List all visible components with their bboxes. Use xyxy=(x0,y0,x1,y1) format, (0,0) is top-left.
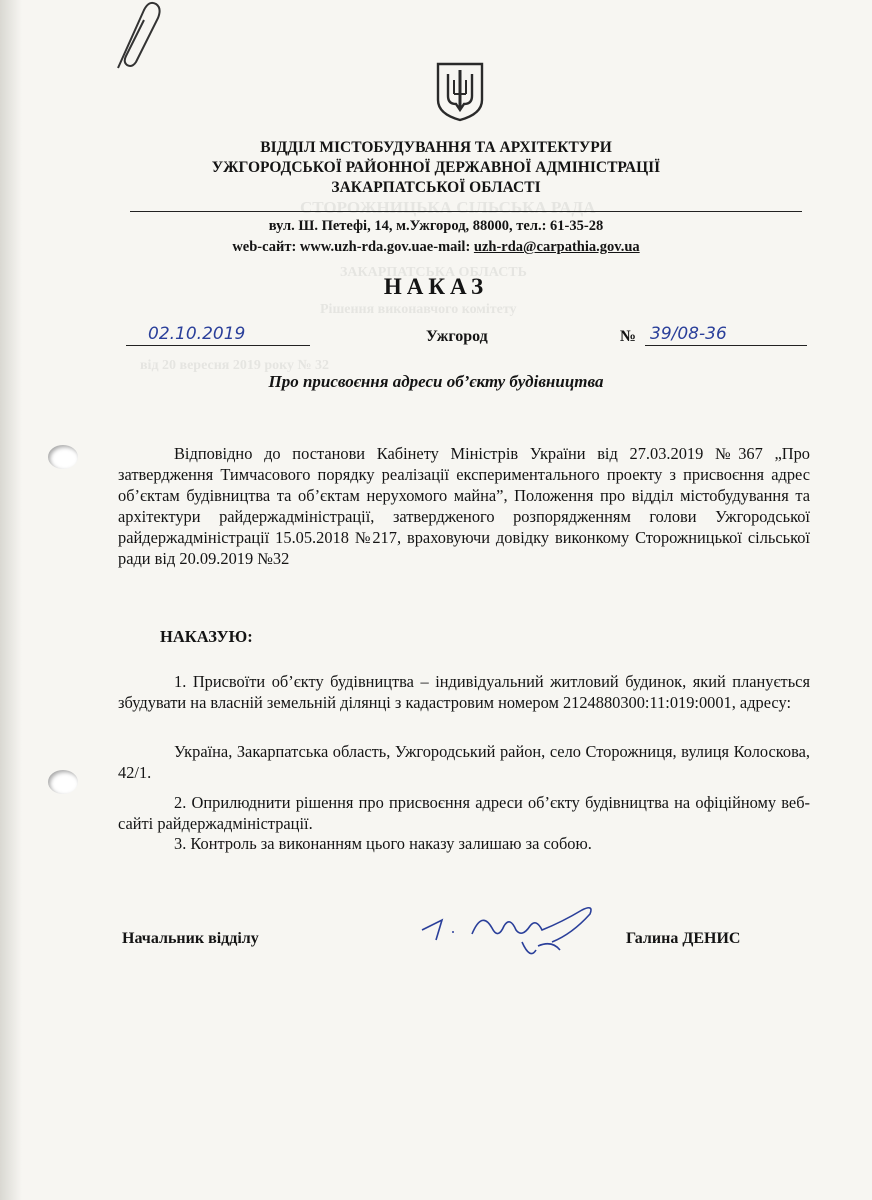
number-sign: № xyxy=(620,328,637,345)
date-underline xyxy=(126,345,310,346)
handwritten-signature xyxy=(412,890,612,970)
show-through-text: Рішення виконавчого комітету xyxy=(320,302,517,317)
order-item-2: 2. Оприлюднити рішення про присвоєння адреси об’єкту будівництва на офіційному веб-сайті райдержадміністрації. xyxy=(118,793,810,833)
document-date: 02.10.2019 xyxy=(148,324,246,344)
header-email-link[interactable]: uzh-rda@carpathia.gov.ua xyxy=(473,239,640,255)
header-region: ЗАКАРПАТСЬКОЇ ОБЛАСТІ xyxy=(331,179,541,196)
header-divider xyxy=(130,211,802,212)
document-subject: Про присвоєння адреси об’єкту будівництва xyxy=(268,372,604,391)
signatory-name: Галина ДЕНИС xyxy=(626,930,741,947)
header-website: web-сайт: www.uzh-rda.gov.uae-mail: xyxy=(232,239,474,255)
preamble-paragraph: Відповідно до постанови Кабінету Міністрів України від 27.03.2019 №367 „Про затвердження Тимчасового порядку реалізації експериментального проекту з присвоєння адрес об’єктам будівництва та об’єктам нерухомого майна”, Положення про відділ містобудування та архітектури райдержадміністрації, затвердженого розпорядженням голови Ужгородської райдержадміністрації 15.05.2018 №217, враховуючи довідку виконкому Сторожницької сільської ради від 20.09.2019 №32 xyxy=(118,444,810,568)
header-department: ВІДДІЛ МІСТОБУДУВАННЯ ТА АРХІТЕКТУРИ xyxy=(260,139,612,156)
coat-of-arms-icon xyxy=(434,60,486,122)
show-through-text: СТОРОЖНИЦЬКА СІЛЬСЬКА РАДА xyxy=(300,198,596,217)
show-through-text: ЗАКАРПАТСЬКА ОБЛАСТЬ xyxy=(340,265,527,280)
order-item-3: 3. Контроль за виконанням цього наказу залишаю за собою. xyxy=(174,834,592,853)
punch-hole-top xyxy=(48,445,78,469)
show-through-text: від 20 вересня 2019 року № 32 xyxy=(140,358,330,373)
header-address: вул. Ш. Петефі, 14, м.Ужгород, 88000, тел.: 61-35-28 xyxy=(268,218,604,234)
order-heading: НАКАЗУЮ: xyxy=(160,627,253,646)
document-number: 39/08-36 xyxy=(650,324,727,344)
punch-hole-bottom xyxy=(48,770,78,794)
header-administration: УЖГОРОДСЬКОЇ РАЙОННОЇ ДЕРЖАВНОЇ АДМІНІСТРАЦІЇ xyxy=(211,159,661,176)
order-item-1-address: Україна, Закарпатська область, Ужгородський район, село Сторожниця, вулиця Колоскова, 42/1. xyxy=(118,742,810,782)
signatory-role: Начальник відділу xyxy=(122,930,259,947)
document-city: Ужгород xyxy=(426,328,488,345)
paper-clip-icon xyxy=(104,0,164,70)
number-underline xyxy=(645,345,807,346)
header-contacts xyxy=(0,238,872,257)
document-title: НАКАЗ xyxy=(383,274,489,299)
order-item-1: 1. Присвоїти об’єкту будівництва – індивідуальний житловий будинок, який планується збудувати на власній земельній ділянці з кадастровим номером 2124880300:11:019:0001, адресу: xyxy=(118,672,810,712)
